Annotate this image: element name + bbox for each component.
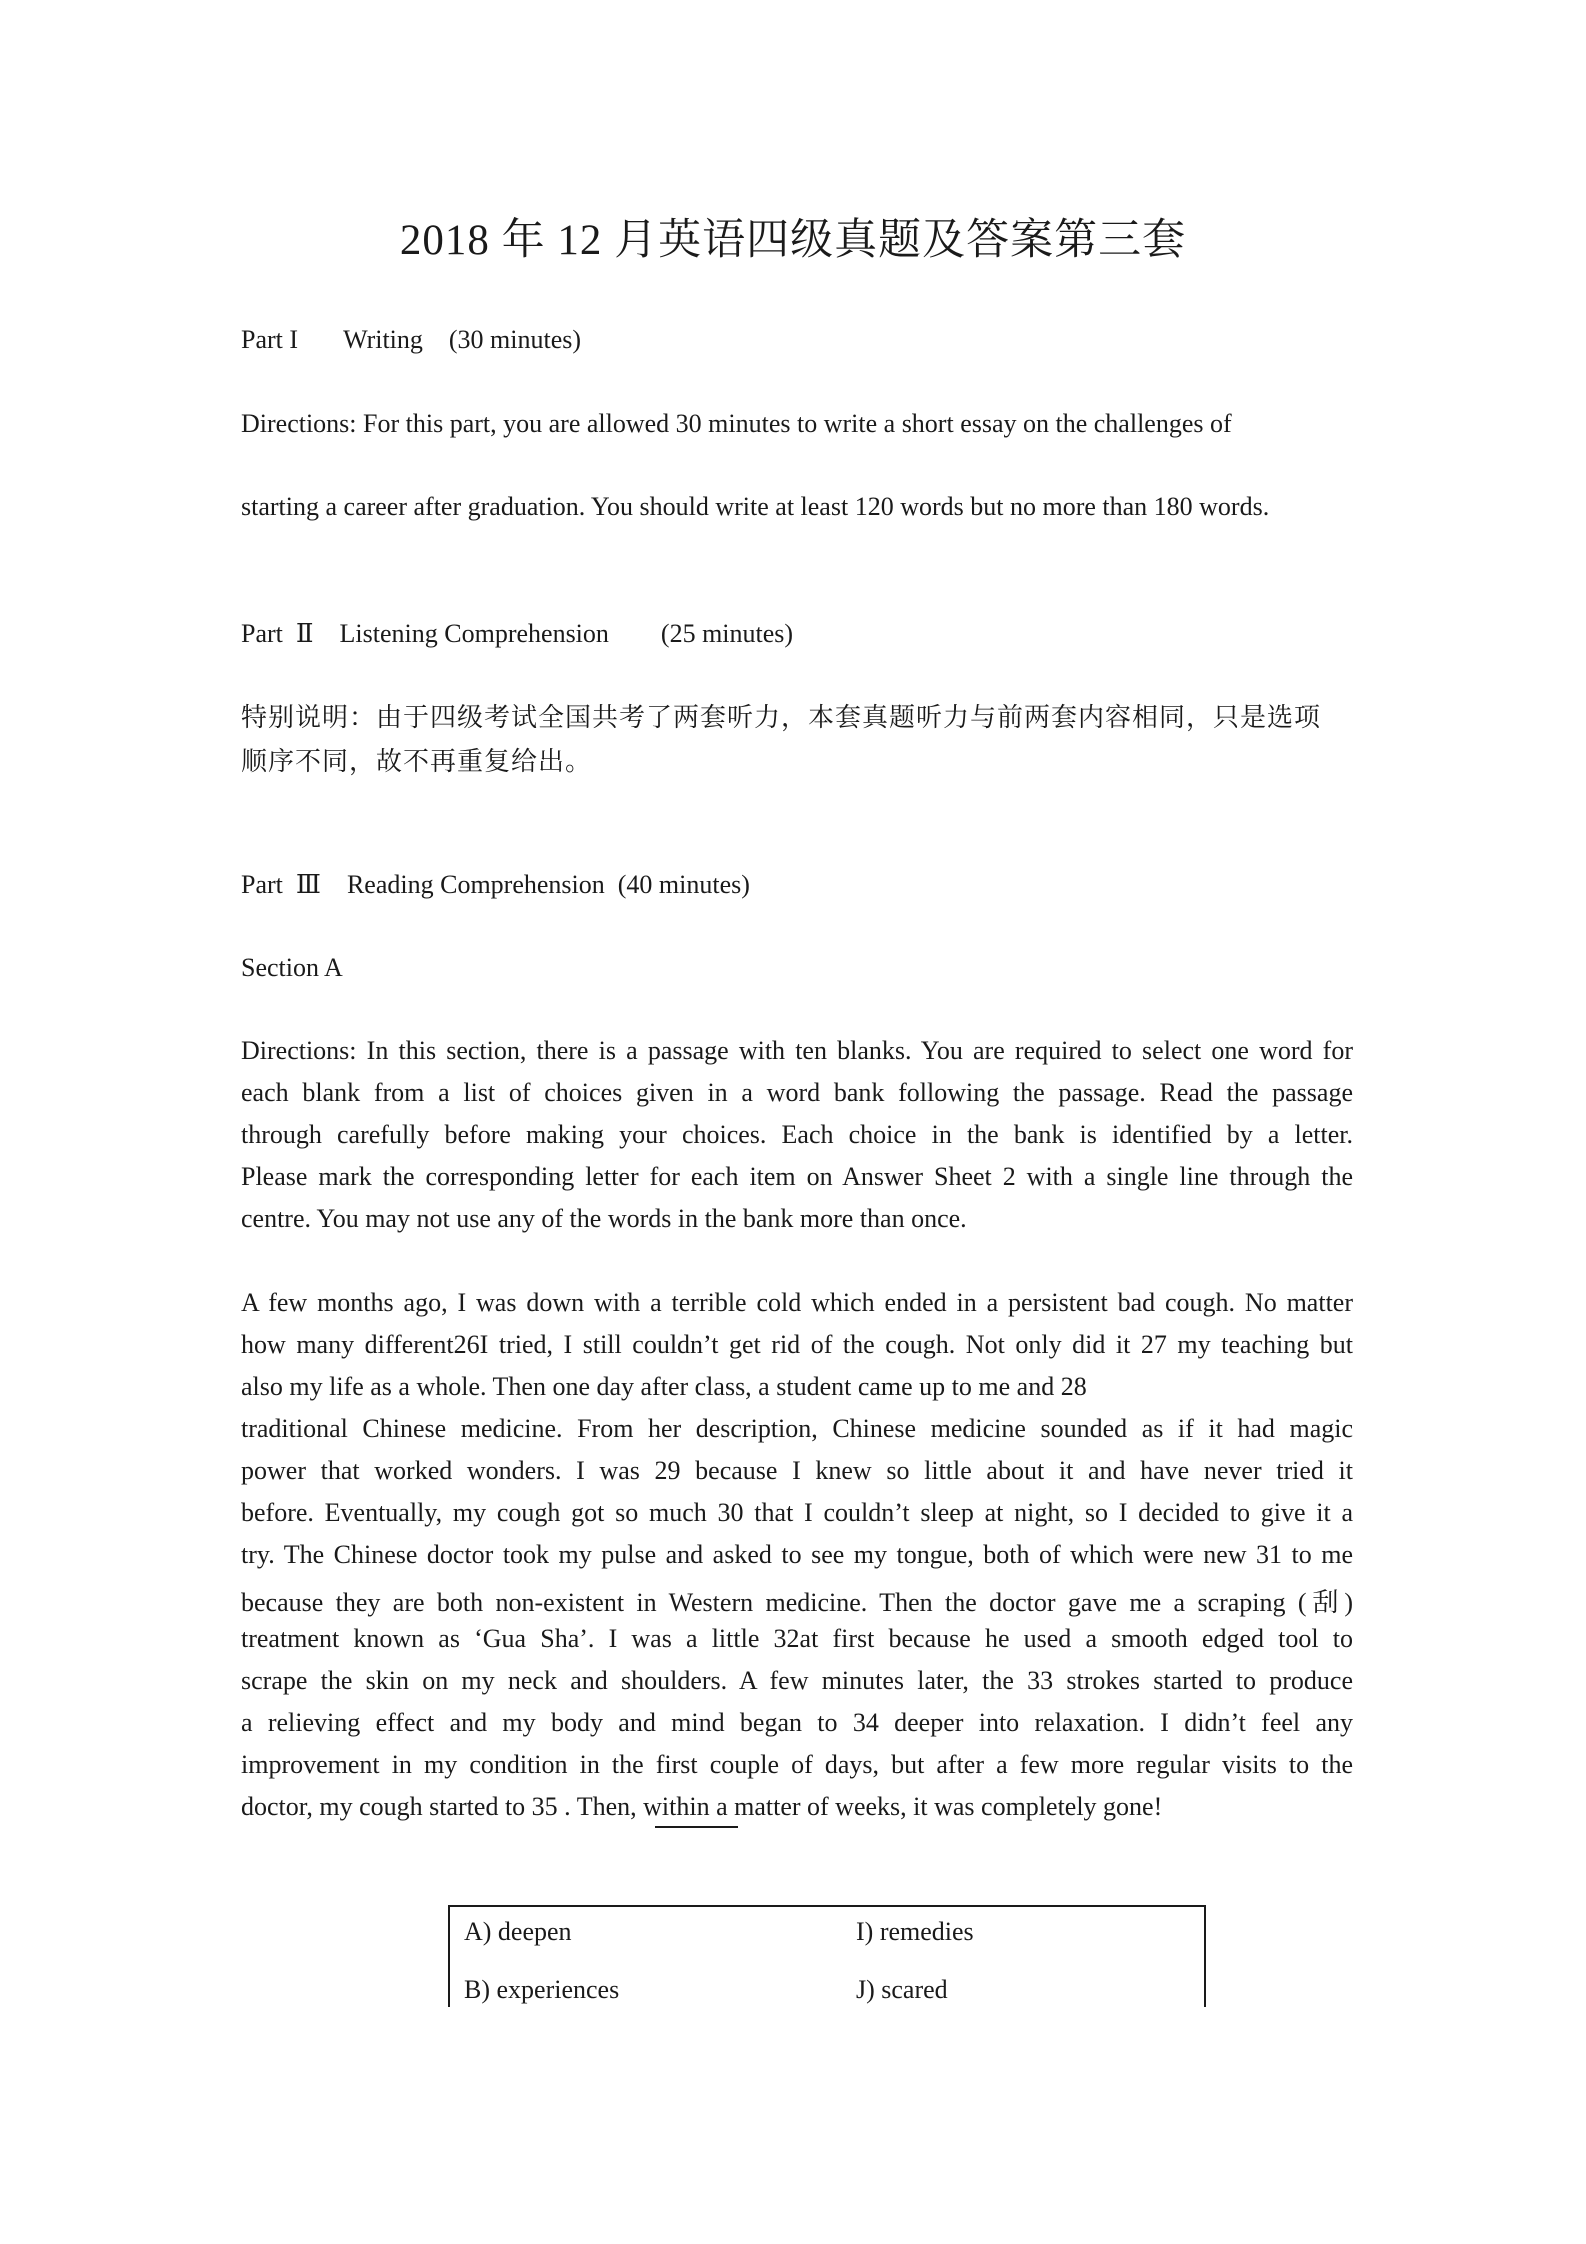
directions-line: through carefully before making your choices. Each choice in the bank is identified by a letter. [241,1120,1353,1149]
word-bank-option: A) deepen [464,1917,572,1946]
passage-line: also my life as a whole. Then one day after class, a student came up to me and 28 [241,1372,1087,1401]
passage-line: because they are both non-existent in Western medicine. Then the doctor gave me a scraping (刮) [241,1588,1353,1617]
part1-directions-line: Directions: For this part, you are allowed 30 minutes to write a short essay on the challenges of [241,409,1232,438]
word-bank-row [464,1975,1204,2015]
directions-line: centre. You may not use any of the words in the bank more than once. [241,1204,967,1233]
passage-line: doctor, my cough started to 35 . Then, within a matter of weeks, it was completely gone! [241,1792,1163,1821]
passage-line: A few months ago, I was down with a terrible cold which ended in a persistent bad cough. No matter [241,1288,1353,1317]
document-title: 2018 年 12 月英语四级真题及答案第三套 [399,217,1187,264]
passage-line: improvement in my condition in the first couple of days, but after a few more regular visits to the [241,1750,1353,1779]
part3-heading: Part Ⅲ Reading Comprehension (40 minutes) [241,870,750,899]
directions-line: Directions: In this section, there is a passage with ten blanks. You are required to select one word for [241,1036,1353,1065]
passage-line: power that worked wonders. I was 29 because I knew so little about it and have never tried it [241,1456,1353,1485]
passage-line: traditional Chinese medicine. From her description, Chinese medicine sounded as if it had magic [241,1414,1353,1443]
passage-line: scrape the skin on my neck and shoulders. A few minutes later, the 33 strokes started to produce [241,1666,1353,1695]
passage-line: a relieving effect and my body and mind began to 34 deeper into relaxation. I didn’t feel any [241,1708,1353,1737]
passage-line: before. Eventually, my cough got so much 30 that I couldn’t sleep at night, so I decided to give it a [241,1498,1353,1527]
word-bank-row [464,1917,1204,1957]
section-label: Section A [241,953,343,982]
passage-line: try. The Chinese doctor took my pulse and asked to see my tongue, both of which were new 31 to me [241,1540,1353,1569]
blank-underline [655,1826,738,1828]
directions-line: Please mark the corresponding letter for each item on Answer Sheet 2 with a single line through the [241,1162,1353,1191]
part2-note-line: 顺序不同，故不再重复给出。 [241,747,593,777]
word-bank-option: I) remedies [856,1917,974,1946]
directions-line: each blank from a list of choices given in a word bank following the passage. Read the passage [241,1078,1353,1107]
passage-line: how many different26I tried, I still couldn’t get rid of the cough. Not only did it 27 my teaching but [241,1330,1353,1359]
word-bank-option: B) experiences [464,1975,620,2004]
passage-line: treatment known as ‘Gua Sha’. I was a little 32at first because he used a smooth edged tool to [241,1624,1353,1653]
part1-heading: Part I Writing (30 minutes) [241,325,582,354]
part1-directions-line: starting a career after graduation. You should write at least 120 words but no more than 180 words. [241,492,1270,521]
part2-heading: Part Ⅱ Listening Comprehension (25 minutes) [241,619,794,648]
word-bank-table [448,1905,1206,2007]
word-bank-option: J) scared [856,1975,948,2004]
part2-note-line: 特别说明：由于四级考试全国共考了两套听力，本套真题听力与前两套内容相同，只是选项 [241,703,1322,733]
